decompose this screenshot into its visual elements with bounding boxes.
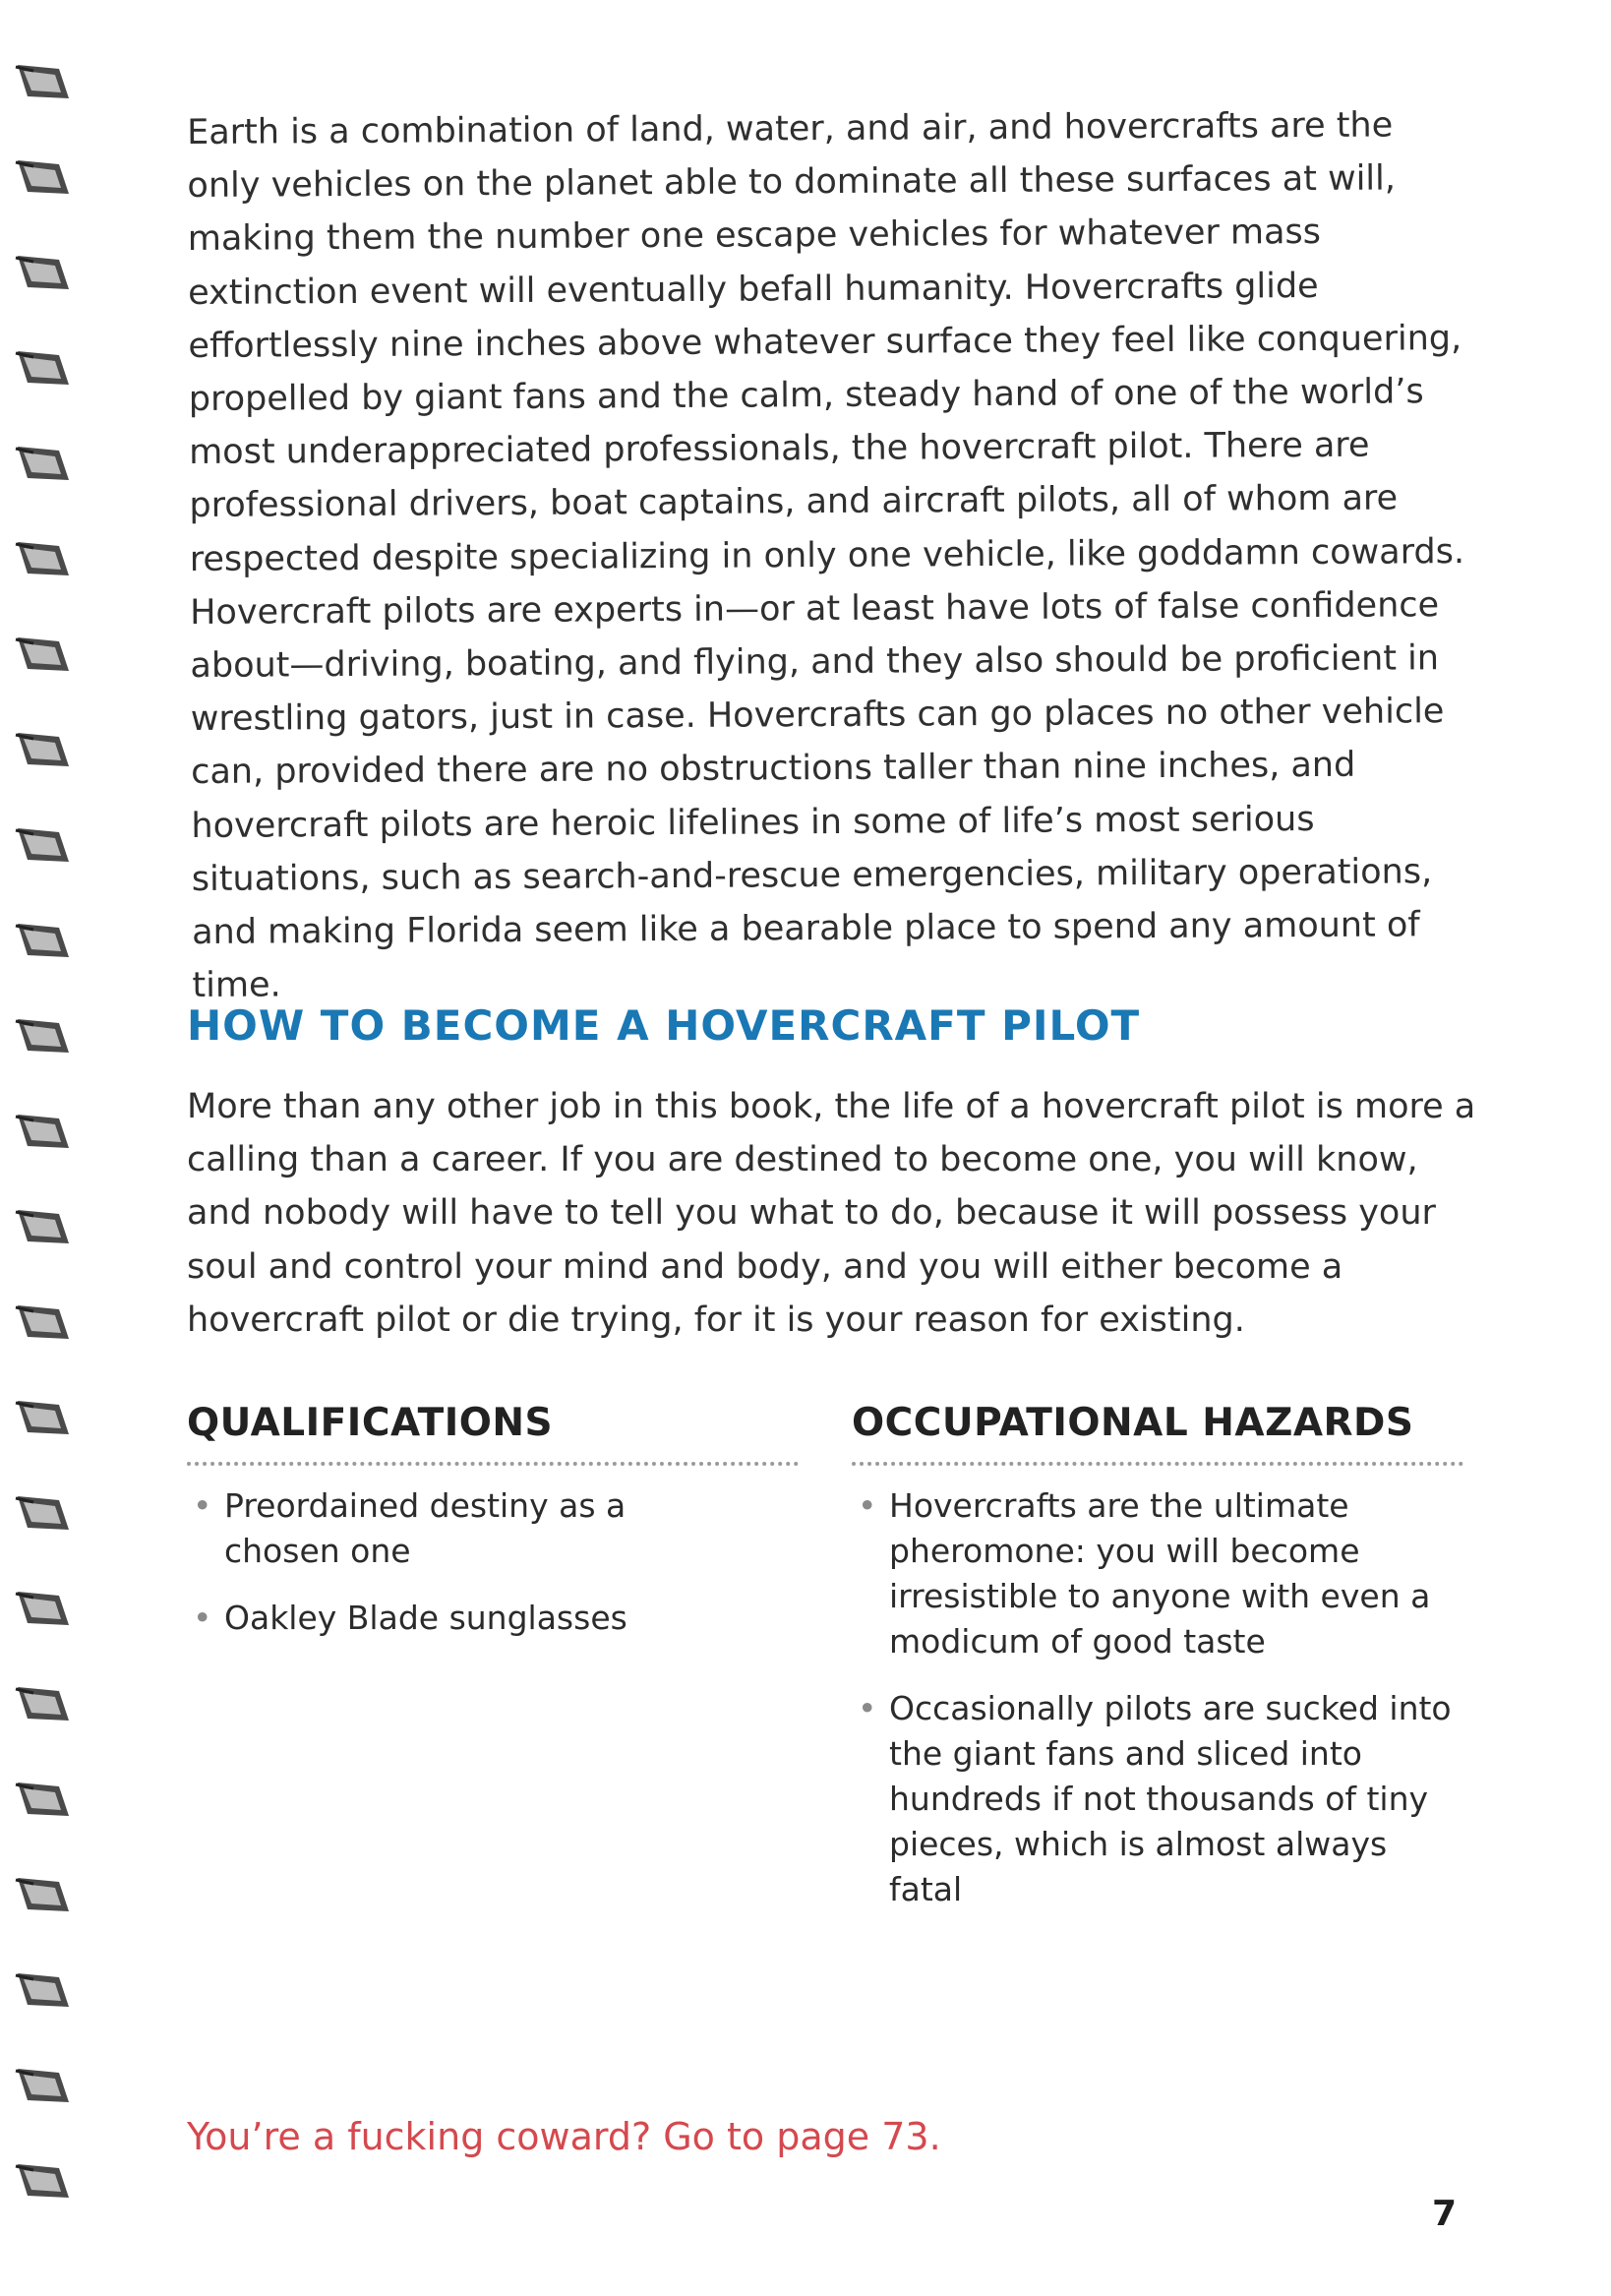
bullet-icon: •: [193, 1599, 212, 1637]
list-item-text: Occasionally pilots are sucked into the giant fans and sliced into hundreds if not thousands of tiny pieces, which is almost always fatal: [889, 1689, 1452, 1908]
list-item-text: Preordained destiny as a chosen one: [224, 1486, 626, 1570]
list-item: [852, 1686, 1452, 1912]
hazards-divider: [852, 1462, 1463, 1466]
qualifications-list: [187, 1483, 698, 1662]
bullet-icon: •: [193, 1486, 212, 1525]
bullet-icon: •: [858, 1689, 877, 1727]
list-item: [852, 1483, 1452, 1664]
list-item-text: Hovercrafts are the ultimate pheromone: you will become irresistible to anyone with even a modicum of good taste: [889, 1486, 1431, 1661]
list-item-text: Oakley Blade sunglasses: [224, 1599, 627, 1637]
page-number: 7: [1432, 2194, 1458, 2234]
list-item: [187, 1483, 698, 1574]
qualifications-heading: QUALIFICATIONS: [187, 1401, 554, 1445]
calling-paragraph: More than any other job in this book, the life of a hovercraft pilot is more a calling than a career. If you are destined to become one, you will know, and nobody will have to tell you what to do, because it will possess your soul and control your mind and body, and you will either become a hovercraft pilot or die trying, for it is your reason for existing.: [187, 1087, 1476, 1340]
intro-paragraph: Earth is a combination of land, water, and air, and hovercrafts are the only vehicles on the planet able to dominate all these surfaces at will, making them the number one escape vehicles for whatever mass extinction event will eventually befall humanity. Hovercrafts glide effortlessly nine inches above whatever surface they feel like conquering, propelled by giant fans and the calm, steady hand of one of the world’s most underappreciated professionals, the hovercraft pilot. There are professional drivers, boat captains, and aircraft pilots, all of whom are respected despite specializing in only one vehicle, like goddamn cowards. Hovercraft pilots are experts in—or at least have lots of false confidence about—driving, boating, and flying, and they also should be proficient in wrestling gators, just in case. Hovercrafts can go places no other vehicle can, provided there are no obstructions taller than nine inches, and hovercraft pilots are heroic lifelines in some of life’s most serious situations, such as search-and-rescue emergencies, military operations, and making Florida seem like a bearable place to spend any amount of time.: [187, 105, 1465, 1006]
hazards-heading: OCCUPATIONAL HAZARDS: [852, 1401, 1414, 1445]
coward-link[interactable]: You’re a fucking coward? Go to page 73.: [187, 2115, 941, 2158]
list-item: [187, 1596, 698, 1641]
section-heading: HOW TO BECOME A HOVERCRAFT PILOT: [187, 1001, 1141, 1050]
bullet-icon: •: [858, 1486, 877, 1525]
hazards-list: [852, 1483, 1452, 1934]
qualifications-divider: [187, 1462, 799, 1466]
